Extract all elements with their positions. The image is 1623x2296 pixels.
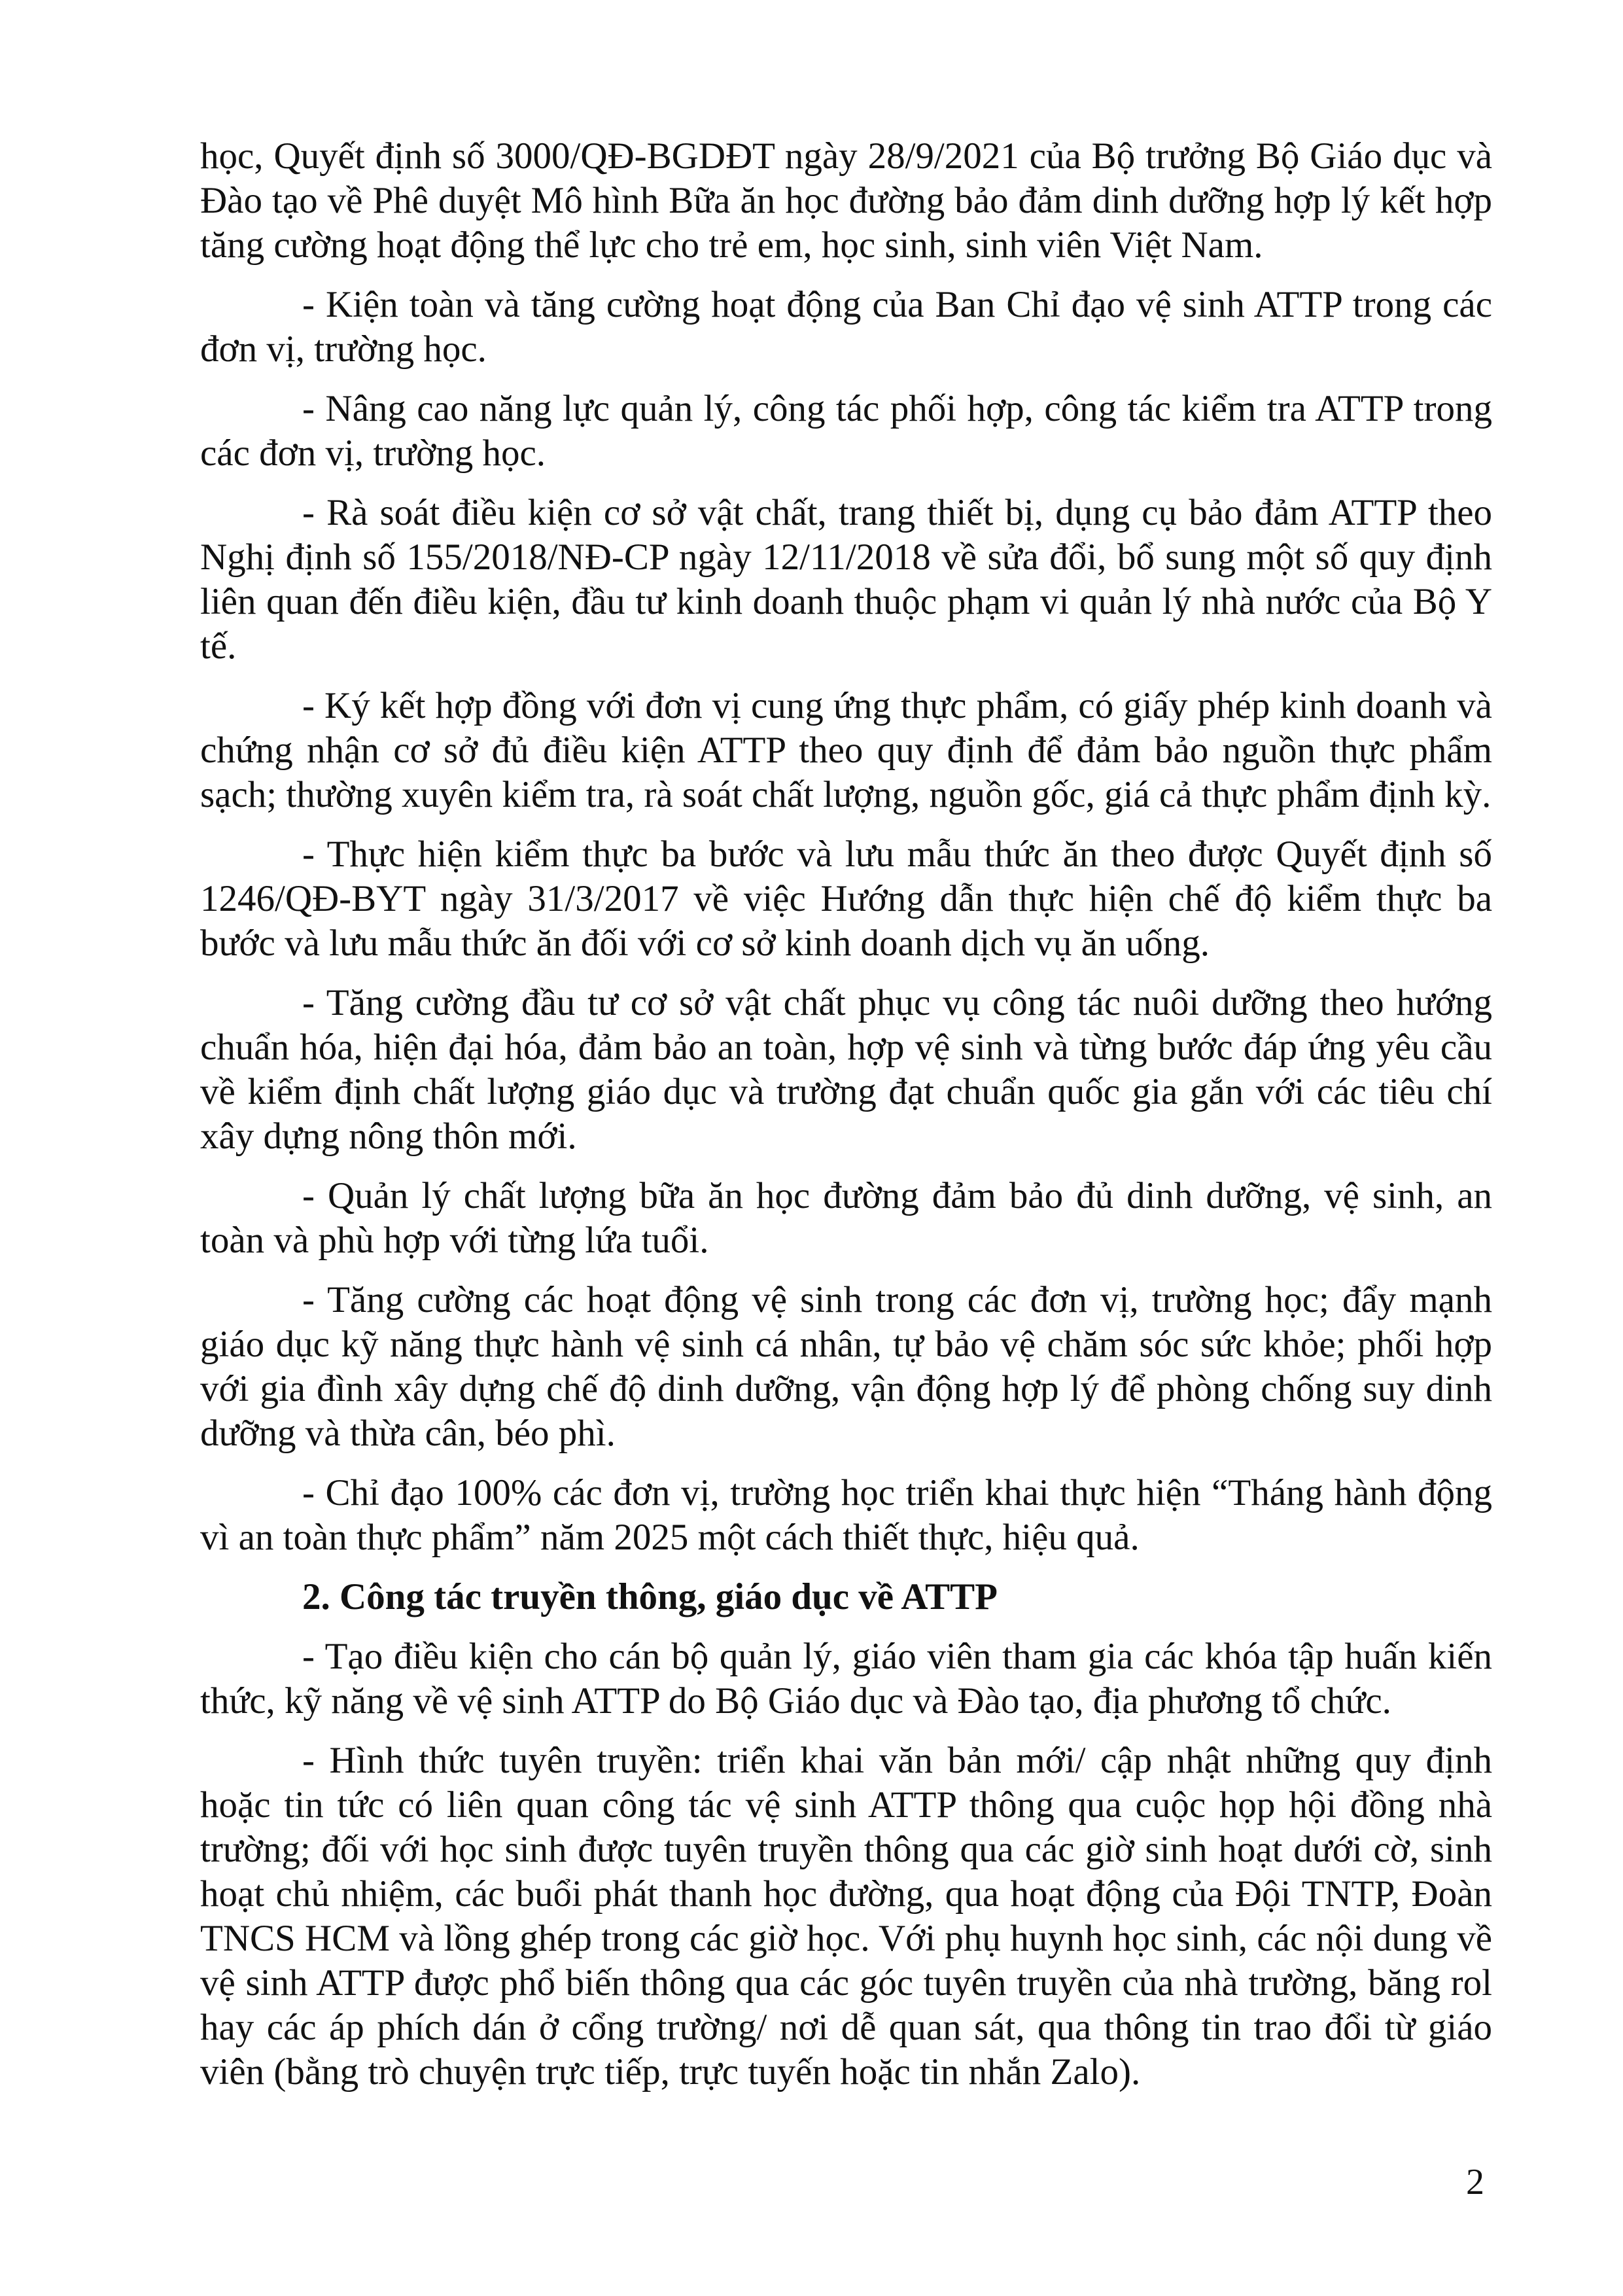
section-heading: 2. Công tác truyền thông, giáo dục về ATTP bbox=[302, 1576, 998, 1617]
paragraph-steering-committee: - Kiện toàn và tăng cường hoạt động của Ban Chỉ đạo vệ sinh ATTP trong các đơn vị, trường học. bbox=[200, 284, 1492, 370]
paragraph-supplier-contract: - Ký kết hợp đồng với đơn vị cung ứng thực phẩm, có giấy phép kinh doanh và chứng nhận cơ sở đủ điều kiện ATTP theo quy định để đảm bảo nguồn thực phẩm sạch; thường xuyên kiểm tra, rà soát chất lượng, nguồn gốc, giá cả thực phẩm định kỳ. bbox=[200, 685, 1492, 815]
paragraph-communication-forms: - Hình thức tuyên truyền: triển khai văn bản mới/ cập nhật những quy định hoặc tin tức có liên quan công tác vệ sinh ATTP thông qua cuộc họp hội đồng nhà trường; đối với học sinh được tuyên truyền thông qua các giờ sinh hoạt dưới cờ, sinh hoạt chủ nhiệm, các buổi phát thanh học đường, qua hoạt động của Đội TNTP, Đoàn TNCS HCM và lồng ghép trong các giờ học. Với phụ huynh học sinh, các nội dung về vệ sinh ATTP được phổ biến thông qua các góc tuyên truyền của nhà trường, băng rol hay các áp phích dán ở cổng trường/ nơi dễ quan sát, qua thông tin trao đổi từ giáo viên (bằng trò chuyện trực tiếp, trực tuyến hoặc tin nhắn Zalo). bbox=[200, 1740, 1492, 2093]
paragraph-hygiene-activities: - Tăng cường các hoạt động vệ sinh trong các đơn vị, trường học; đẩy mạnh giáo dục kỹ năng thực hành vệ sinh cá nhân, tự bảo vệ chăm sóc sức khỏe; phối hợp với gia đình xây dựng chế độ dinh dưỡng, vận động hợp lý để phòng chống suy dinh dưỡng và thừa cân, béo phì. bbox=[200, 1279, 1492, 1454]
paragraph-facility-review: - Rà soát điều kiện cơ sở vật chất, trang thiết bị, dụng cụ bảo đảm ATTP theo Nghị định số 155/2018/NĐ-CP ngày 12/11/2018 về sửa đổi, bổ sung một số quy định liên quan đến điều kiện, đầu tư kinh doanh thuộc phạm vi quản lý nhà nước của Bộ Y tế. bbox=[200, 492, 1492, 667]
paragraph-continuation: học, Quyết định số 3000/QĐ-BGDĐT ngày 28/9/2021 của Bộ trưởng Bộ Giáo dục và Đào tạo về Phê duyệt Mô hình Bữa ăn học đường bảo đảm dinh dưỡng hợp lý kết hợp tăng cường hoạt động thể lực cho trẻ em, học sinh, sinh viên Việt Nam. bbox=[200, 135, 1492, 266]
document-body bbox=[200, 134, 1492, 2110]
page-number: 2 bbox=[1466, 2162, 1484, 2202]
paragraph-action-month: - Chỉ đạo 100% các đơn vị, trường học triển khai thực hiện “Tháng hành động vì an toàn thực phẩm” năm 2025 một cách thiết thực, hiệu quả. bbox=[200, 1472, 1492, 1558]
paragraph-three-step-check: - Thực hiện kiểm thực ba bước và lưu mẫu thức ăn theo được Quyết định số 1246/QĐ-BYT ngày 31/3/2017 về việc Hướng dẫn thực hiện chế độ kiểm thực ba bước và lưu mẫu thức ăn đối với cơ sở kinh doanh dịch vụ ăn uống. bbox=[200, 834, 1492, 964]
paragraph-training: - Tạo điều kiện cho cán bộ quản lý, giáo viên tham gia các khóa tập huấn kiến thức, kỹ năng về vệ sinh ATTP do Bộ Giáo dục và Đào tạo, địa phương tổ chức. bbox=[200, 1636, 1492, 1722]
paragraph-management-capacity: - Nâng cao năng lực quản lý, công tác phối hợp, công tác kiểm tra ATTP trong các đơn vị, trường học. bbox=[200, 388, 1492, 474]
paragraph-infrastructure-investment: - Tăng cường đầu tư cơ sở vật chất phục vụ công tác nuôi dưỡng theo hướng chuẩn hóa, hiện đại hóa, đảm bảo an toàn, hợp vệ sinh và từng bước đáp ứng yêu cầu về kiểm định chất lượng giáo dục và trường đạt chuẩn quốc gia gắn với các tiêu chí xây dựng nông thôn mới. bbox=[200, 982, 1492, 1157]
paragraph-meal-quality: - Quản lý chất lượng bữa ăn học đường đảm bảo đủ dinh dưỡng, vệ sinh, an toàn và phù hợp với từng lứa tuổi. bbox=[200, 1175, 1492, 1261]
